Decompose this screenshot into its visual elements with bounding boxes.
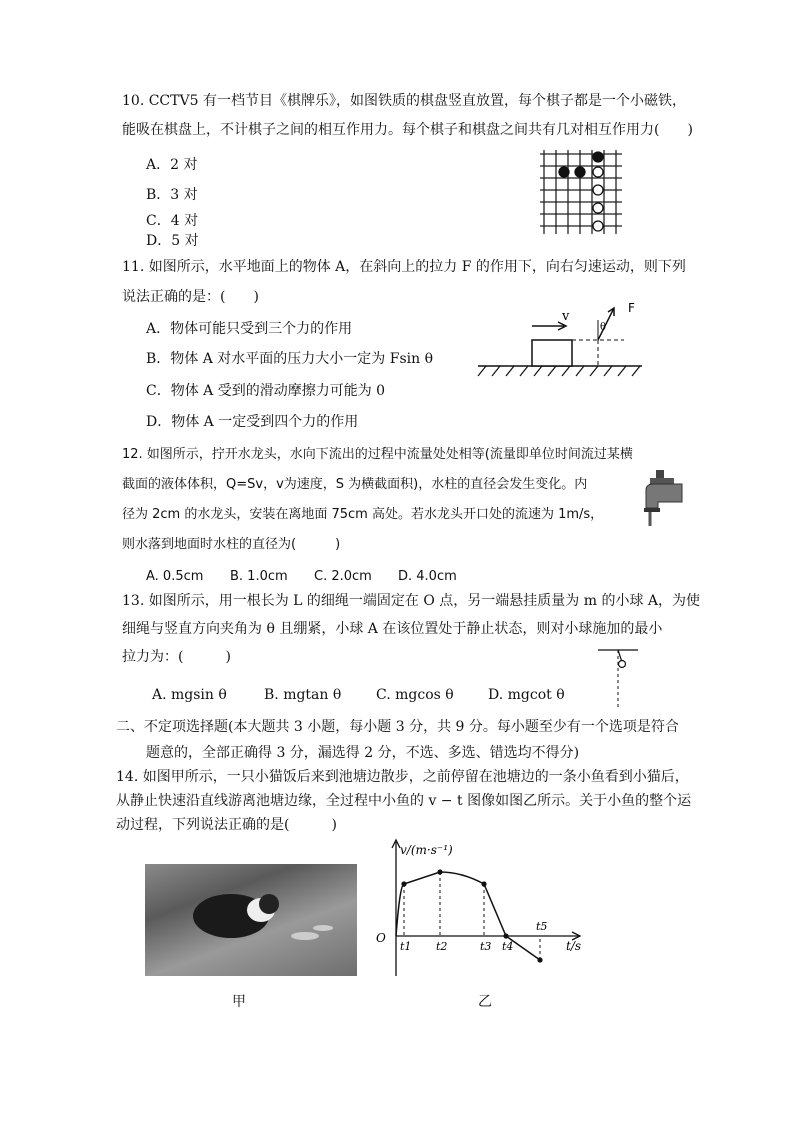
caption-left: 甲 [232, 994, 246, 1010]
q12-option-d: D. 4.0cm [398, 569, 457, 584]
caption-right: 乙 [478, 994, 492, 1010]
data-point-t1 [401, 881, 406, 886]
q13-stem-line2: 细绳与竖直方向夹角为 θ 且绷紧，小球 A 在该位置处于静止状态，则对小球施加的最小 [122, 621, 663, 637]
vt-chart [370, 836, 590, 986]
origin-label: O [376, 931, 386, 945]
q12-option-a: A. 0.5cm [146, 569, 204, 584]
force-diagram [472, 296, 648, 380]
q11-option-d: D．物体 A 一定受到四个力的作用 [146, 414, 359, 430]
cat-photo [145, 864, 357, 976]
q14-stem-line1: 14. 如图甲所示，一只小猫饭后来到池塘边散步，之前停留在池塘边的一条小鱼看到小猫后， [116, 769, 689, 785]
q10-option-a: A．2 对 [146, 157, 198, 173]
tick-label-t4: t4 [502, 940, 514, 953]
q13-stem-line3: 拉力为：( ) [122, 649, 231, 665]
y-axis-label: v/(m·s⁻¹) [400, 843, 453, 857]
q12-stem-line4: 则水落到地面时水柱的直径为( ) [122, 537, 341, 552]
q12-stem-line3: 径为 2cm 的水龙头，安装在离地面 75cm 高处。若水龙头开口处的流速为 1m/s， [122, 507, 604, 522]
pendulum-figure [594, 646, 644, 710]
q14-stem-line3: 动过程，下列说法正确的是( ) [116, 817, 337, 833]
q11-option-c: C．物体 A 受到的滑动摩擦力可能为 0 [146, 383, 386, 399]
x-axis-label: t/s [566, 939, 582, 953]
data-point-t5 [537, 957, 542, 962]
section2-header-line2: 题意的，全部正确得 3 分，漏选得 2 分，不选、多选、错选均不得分) [146, 745, 580, 761]
q10-stem-line2: 能吸在棋盘上，不计棋子之间的相互作用力。每个棋子和棋盘之间共有几对相互作用力( ) [122, 122, 693, 138]
force-label: F [628, 301, 635, 315]
theta-label: θ [600, 322, 607, 333]
q13-option-c: C. mgcos θ [376, 687, 454, 703]
q12-option-c: C. 2.0cm [314, 569, 372, 584]
chessboard-figure [540, 146, 626, 238]
tick-label-t1: t1 [400, 940, 412, 953]
q10-stem-line1: 10. CCTV5 有一档节目《棋牌乐》，如图铁质的棋盘竖直放置，每个棋子都是一个小磁铁， [122, 93, 686, 109]
q13-option-d: D. mgcot θ [488, 687, 565, 703]
velocity-label: v [562, 309, 570, 324]
q10-option-c: C．4 对 [146, 213, 199, 229]
q10-option-b: B．3 对 [146, 187, 198, 203]
q13-option-a: A. mgsin θ [152, 687, 227, 703]
q11-stem-line2: 说法正确的是：( ) [122, 289, 259, 305]
section2-header-line1: 二、不定项选择题(本大题共 3 小题，每小题 3 分，共 9 分。每小题至少有一个选项是符合 [116, 719, 679, 735]
data-point-t3 [481, 881, 486, 886]
data-point-t2 [437, 869, 442, 874]
velocity-curve [396, 872, 540, 960]
q11-stem-line1: 11. 如图所示，水平地面上的物体 A，在斜向上的拉力 F 的作用下，向右匀速运动，则下列 [122, 259, 686, 275]
q12-stem-line2: 截面的液体体积，Q=Sv，v为速度，S 为横截面积)，水柱的直径会发生变化。内 [122, 477, 588, 492]
q12-stem-line1: 12. 如图所示，拧开水龙头，水向下流出的过程中流量处处相等(流量即单位时间流过某横 [122, 447, 633, 462]
tick-label-t2: t2 [436, 940, 448, 953]
q11-option-b: B．物体 A 对水平面的压力大小一定为 Fsin θ [146, 351, 434, 367]
q10-option-d: D．5 对 [146, 233, 199, 249]
q12-option-b: B. 1.0cm [230, 569, 288, 584]
q13-stem-line1: 13. 如图所示，用一根长为 L 的细绳一端固定在 O 点，另一端悬挂质量为 m 的小球 A，为使 [122, 593, 701, 609]
tick-label-t5: t5 [536, 920, 548, 933]
q11-option-a: A．物体可能只受到三个力的作用 [146, 321, 353, 337]
q13-option-b: B. mgtan θ [264, 687, 342, 703]
faucet-figure [636, 468, 688, 528]
q14-stem-line2: 从静止快速沿直线游离池塘边缘，全过程中小鱼的 v − t 图像如图乙所示。关于小鱼的整个运 [116, 793, 692, 809]
data-point-t4 [503, 933, 508, 938]
tick-label-t3: t3 [480, 940, 492, 953]
